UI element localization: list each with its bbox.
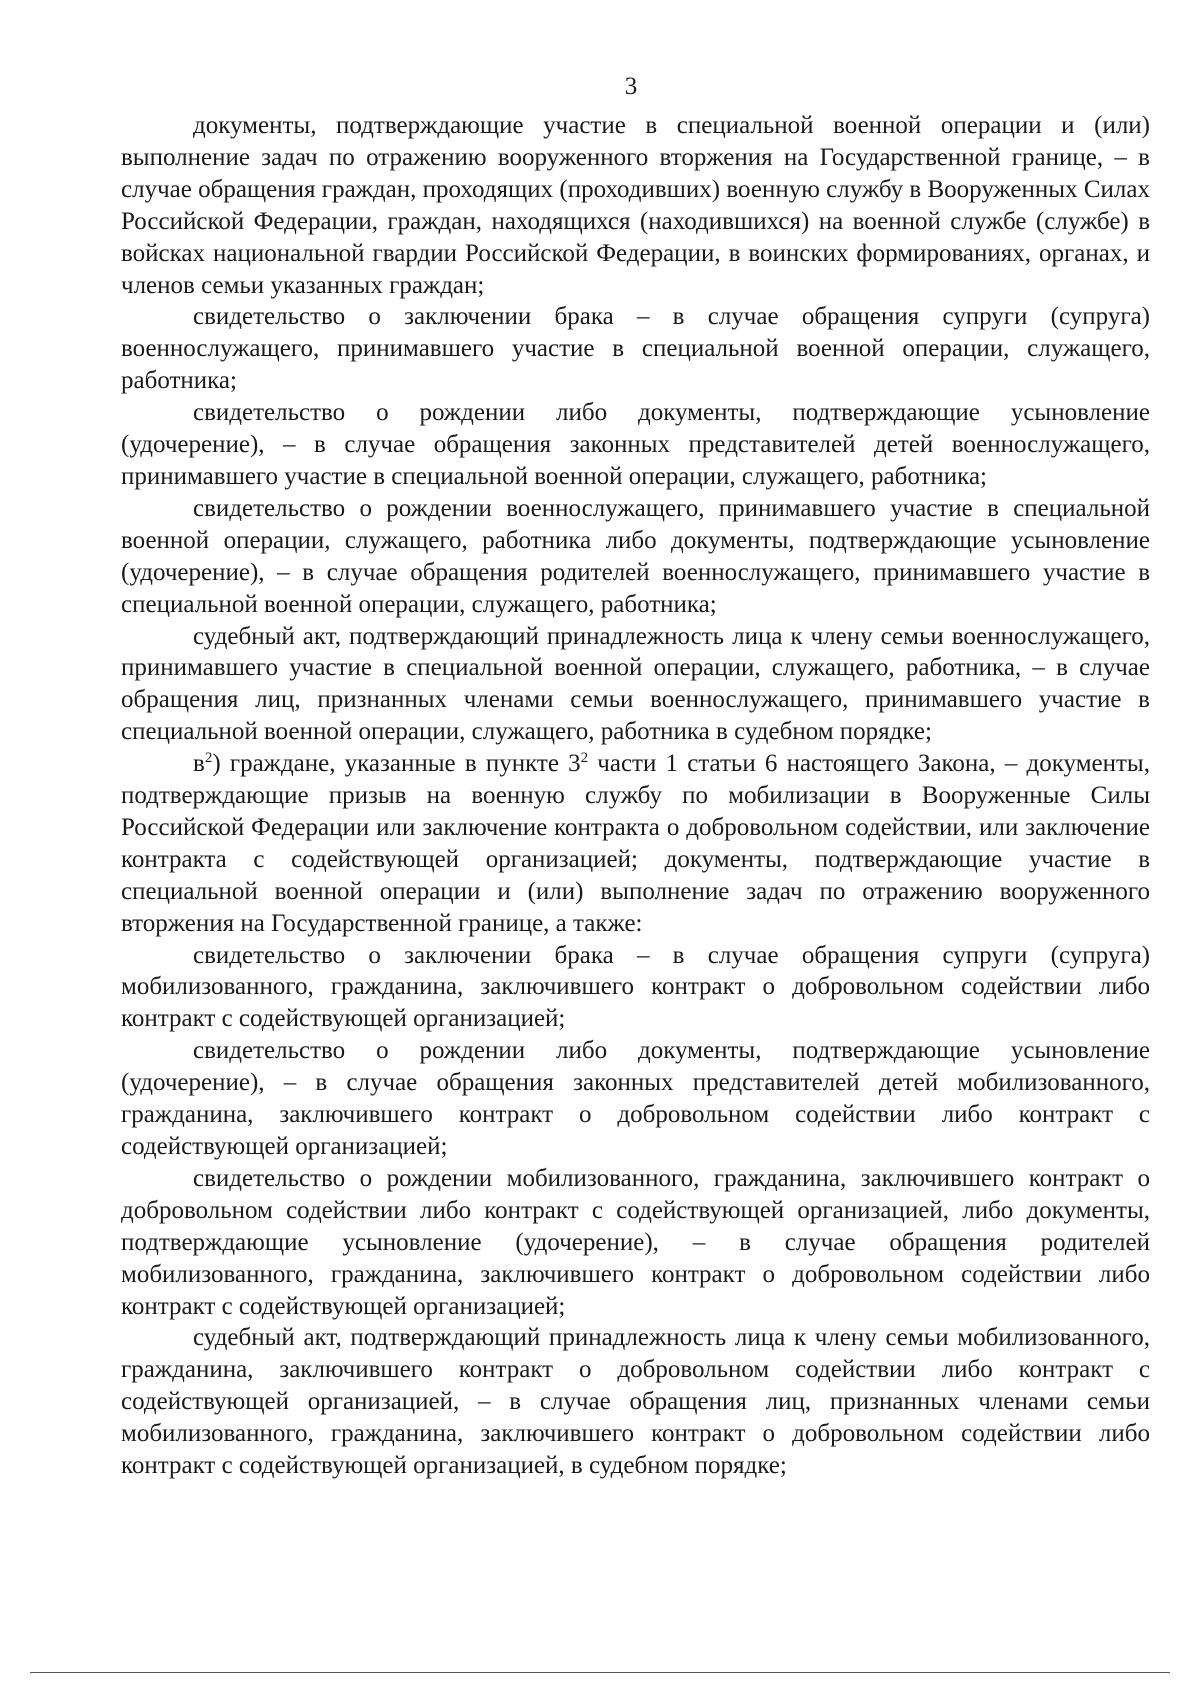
bottom-divider [30, 1672, 1170, 1673]
page-number: 3 [624, 73, 638, 100]
paragraph-subitem-v2 [121, 748, 1150, 939]
subitem-superscript: 2 [204, 750, 213, 767]
subitem-text: части 1 статьи 6 настоящего Закона, – документы, подтверждающие призыв на военную службу по мобилизации в Вооруженные Силы Российской Федерации или заключение контракта о добровольном содействии, или заключение контракта с содействующей организацией; документы, подтверждающие участие в специальной военной операции и (или) выполнение задач по отражению вооруженного вторжения на Государственной границе, а также: [121, 750, 1150, 937]
paragraph-birth-cert-parents-mobilized: свидетельство о рождении мобилизованного, гражданина, заключившего контракт о добровольном содействии либо контракт с содействующей организацией, либо документы, подтверждающие усыновление (удочерение), – в случае обращения родителей мобилизованного, гражданина, заключившего контракт о добровольном содействии либо контракт с содействующей организацией; [121, 1164, 1150, 1320]
paragraph-birth-cert-children-servicemember: свидетельство о рождении либо документы, подтверждающие усыновление (удочерение), – в случае обращения законных представителей детей военнослужащего, принимавшего участие в специальной военной операции, служащего, работника; [121, 399, 1150, 490]
paragraph-birth-cert-children-mobilized: свидетельство о рождении либо документы, подтверждающие усыновление (удочерение), – в случае обращения законных представителей детей мобилизованного, гражданина, заключившего контракт о добровольном содействии либо контракт с содействующей организацией; [121, 1037, 1150, 1160]
paragraph-marriage-cert-servicemember: свидетельство о заключении брака – в случае обращения супруги (супруга) военнослужащего, принимавшего участие в специальной военной операции, служащего, работника; [121, 303, 1150, 395]
paragraph-court-act-servicemember: судебный акт, подтверждающий принадлежность лица к члену семьи военнослужащего, принимавшего участие в специальной военной операции, служащего, работника, – в случае обращения лиц, признанных членами семьи военнослужащего, принимавшего участие в специальной военной операции, служащего, работника в судебном порядке; [121, 622, 1150, 746]
paragraph-court-act-mobilized: судебный акт, подтверждающий принадлежность лица к члену семьи мобилизованного, гражданина, заключившего контракт о добровольном содействии либо контракт с содействующей организацией, – в случае обращения лиц, признанных членами семьи мобилизованного, гражданина, заключившего контракт о добровольном содействии либо контракт с содействующей организацией, в судебном порядке; [121, 1324, 1150, 1480]
paragraph-military-docs: документы, подтверждающие участие в специальной военной операции и (или) выполнение задач по отражению вооруженного вторжения на Государственной границе, – в случае обращения граждан, проходящих (проходивших) военную службу в Вооруженных Силах Российской Федерации, граждан, находящихся (находившихся) на военной службе (службе) в войсках национальной гвардии Российской Федерации, в воинских формированиях, органах, и членов семьи указанных граждан; [121, 112, 1150, 299]
subitem-letter: в [193, 750, 205, 778]
subitem-clause-ref: ) граждане, указанные в пункте 3 [212, 750, 581, 778]
clause-superscript: 2 [580, 750, 589, 767]
paragraph-birth-cert-parents-servicemember: свидетельство о рождении военнослужащего, принимавшего участие в специальной военной операции, служащего, работника либо документы, подтверждающие усыновление (удочерение), – в случае обращения родителей военнослужащего, принимавшего участие в специальной военной операции, служащего, работника; [121, 494, 1150, 618]
paragraph-marriage-cert-mobilized: свидетельство о заключении брака – в случае обращения супруги (супруга) мобилизованного, гражданина, заключившего контракт о добровольном содействии либо контракт с содействующей организацией; [121, 941, 1150, 1033]
document-body [121, 110, 1150, 1482]
